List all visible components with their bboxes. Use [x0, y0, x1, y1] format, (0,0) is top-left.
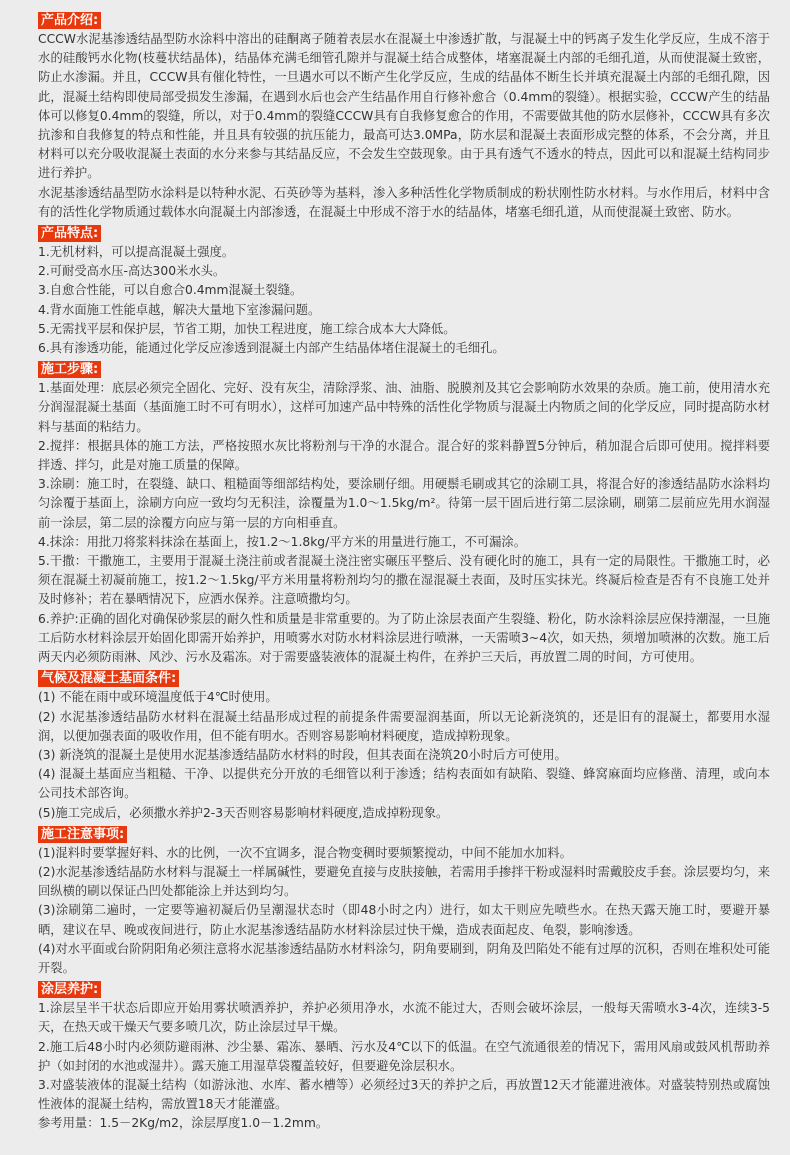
list-item: (4)对水平面或台阶阴阳角必须注意将水泥基渗透结晶防水材料涂匀，阴角要刷到，阴角及凹陷处不能有过厚的沉积，否则在堆积处可能开裂。 — [38, 941, 770, 975]
list-item: 4.抹涂：用批刀将浆料抹涂在基面上，按1.2～1.8kg/平方米的用量进行施工，不可漏涂。 — [38, 534, 527, 549]
section-heading: 产品特点: — [38, 225, 101, 242]
list-item: (3)涂刷第二遍时，一定要等遍初凝后仍呈潮湿状态时（即48小时之内）进行，如太干则应先喷些水。在热天露天施工时，要避开暴晒，建议在早、晚或夜间进行，防止水泥基渗透结晶防水材料涂层过快干燥，造成表面起皮、龟裂，影响渗透。 — [38, 903, 770, 937]
section-coating-curing — [38, 978, 770, 1133]
section-construction-steps — [38, 358, 770, 667]
list-item: 2.施工后48小时内必须防避雨淋、沙尘暴、霜冻、暴晒、污水及4℃以下的低温。在空气流通很差的情况下，需用风扇或鼓风机帮助养护（如封闭的水池或湿井）。露天施工用湿草袋覆盖较好，但要避免涂层积水。 — [38, 1039, 770, 1073]
section-heading: 涂层养护: — [38, 981, 101, 998]
list-item: (1)混料时要掌握好料、水的比例，一次不宜调多，混合物变稠时要频繁搅动，中间不能加水加料。 — [38, 845, 572, 860]
list-item: 3.自愈合性能，可以自愈合0.4mm混凝土裂缝。 — [38, 283, 303, 298]
list-item: 2.搅拌：根据具体的施工方法，严格按照水灰比将粉剂与干净的水混合。混合好的浆料静置5分钟后，稍加混合后即可使用。搅拌料要拌透、拌匀，此是对施工质量的保障。 — [38, 438, 770, 473]
section-climate-conditions — [38, 667, 770, 822]
list-item: 5.无需找平层和保护层，节省工期，加快工程进度，施工综合成本大大降低。 — [38, 321, 456, 336]
section-product-intro — [38, 9, 770, 222]
list-item: 1.涂层呈半干状态后即应开始用雾状喷洒养护，养护必须用净水，水流不能过大，否则会破坏涂层，一般每天需喷水3-4次，连续3-5天，在热天或干燥天气要多喷几次，防止涂层过早干燥。 — [38, 1001, 770, 1035]
list-item: (2)水泥基渗透结晶防水材料与混凝土一样属碱性，要避免直接与皮肤接触，若需用手掺拌干粉或湿料时需戴胶皮手套。涂层要均匀，来回纵横的刷以保证凸凹处都能涂上并达到均匀。 — [38, 864, 770, 899]
list-item: (5)施工完成后，必须撒水养护2-3天否则容易影响材料硬度,造成掉粉现象。 — [38, 805, 449, 820]
section-heading: 气候及混凝土基面条件: — [38, 670, 179, 687]
section-heading: 产品介绍: — [38, 12, 101, 29]
list-item: 3.涂刷：施工时，在裂缝、缺口、粗糙面等细部结构处，要涂刷仔细。用硬鬃毛刷或其它的涂刷工具，将混合好的渗透结晶防水涂料均匀涂覆于基面上，涂刷方向应一致均匀无积洼，涂覆量为1.0～1.5kg/m²。待第一层干固后进行第二层涂刷，刷第二层前应先用水润湿前一涂层，第二层的涂覆方向应与第一层的方向相垂直。 — [38, 477, 770, 530]
section-product-features — [38, 222, 770, 358]
paragraph: CCCW水泥基渗透结晶型防水涂料中溶出的硅酮离子随着表层水在混凝土中渗透扩散，与混凝土中的钙离子发生化学反应，生成不溶于水的硅酸钙水化物(枝蔓状结晶体)，结晶体充满毛细管孔隙并与混凝土结合成整体，堵塞混凝土内部的毛细孔道，从而使混凝土致密，防止水渗漏。并且，CCCW具有催化特性，一旦遇水可以不断产生化学反应，生成的结晶体不断生长并填充混凝土内部的毛细孔隙，因此，混凝土结构即使局部受损发生渗漏，在遇到水后也会产生结晶作用自行修补愈合（0.4mm的裂缝）。根据实验，CCCW产生的结晶体可以修复0.4mm的裂缝，所以，对于0.4mm的裂缝CCCW具有自我修复愈合的作用，不需要做其他的防水层修补，CCCW具有多次抗渗和自我修复的特点和性能，并且具有较强的抗压能力，最高可达3.0MPa，防水层和混凝土表面形成完整的体系，不会分离，并且材料可以充分吸收混凝土表面的水分来参与其结晶反应，不会发生空鼓现象。由于具有透气不透水的特点，因此可以和混凝土结构同步进行养护。 — [38, 32, 770, 181]
section-heading: 施工注意事项: — [38, 826, 127, 843]
list-item: 5.干撒：干撒施工，主要用于混凝土浇注前或者混凝土浇注密实碾压平整后、没有硬化时的施工，具有一定的局限性。干撒施工时，必须在混凝土初凝前施工，按1.2～1.5kg/平方米用量将粉剂均匀的撒在湿混凝土表面，及时压实抹光。终凝后检查是否有不良施工处并及时修补；若在暴晒情况下，应洒水保养。注意喷撒均匀。 — [38, 554, 770, 607]
list-item: (3) 新浇筑的混凝土是使用水泥基渗透结晶防水材料的时段，但其表面在浇筑20小时后方可使用。 — [38, 747, 567, 762]
list-item: 参考用量：1.5－2Kg/m2，涂层厚度1.0－1.2mm。 — [38, 1116, 329, 1131]
list-item: 1.基面处理：底层必须完全固化、完好、没有灰尘，清除浮浆、油、油脂、脱膜剂及其它会影响防水效果的杂质。施工前，使用清水充分润湿混凝土基面（基面施工时不可有明水），这样可加速产品中特殊的活性化学物质与混凝土内物质之间的化学反应，同时提高防水材料与基面的粘结力。 — [38, 381, 770, 434]
list-item: (2) 水泥基渗透结晶防水材料在混凝土结晶形成过程的前提条件需要湿润基面，所以无论新浇筑的，还是旧有的混凝土，都要用水湿润，以便加强表面的吸收作用，但不能有明水。否则容易影响材料硬度，造成掉粉现象。 — [38, 709, 770, 743]
section-heading: 施工步骤: — [38, 361, 101, 378]
list-item: 3.对盛装液体的混凝土结构（如游泳池、水库、蓄水槽等）必须经过3天的养护之后，再放置12天才能灌进液体。对盛装特别热或腐蚀性液体的混凝土结构，需放置18天才能灌盛。 — [38, 1077, 770, 1112]
list-item: 2.可耐受高水压-高达300米水头。 — [38, 264, 226, 279]
list-item: 6.养护:正确的固化对确保砂浆层的耐久性和质量是非常重要的。为了防止涂层表面产生裂缝、粉化，防水涂料涂层应保持潮湿，一旦施工后防水材料涂层开始固化即需开始养护，用喷雾水对防水材料涂层进行喷淋，一天需喷3~4次，如天热，须增加喷淋的次数。施工后两天内必须防雨淋、风沙、污水及霜冻。对于需要盛装液体的混凝土构件，在养护三天后，再放置二周的时间，方可使用。 — [38, 611, 770, 665]
list-item: (1) 不能在雨中或环境温度低于4℃时使用。 — [38, 690, 278, 705]
section-precautions — [38, 823, 770, 978]
list-item: (4) 混凝土基面应当粗糙、干净、以提供充分开放的毛细管以利于渗透；结构表面如有缺陷、裂缝、蜂窝麻面均应修凿、清理，或向本公司技术部咨询。 — [38, 767, 770, 801]
list-item: 4.背水面施工性能卓越，解决大量地下室渗漏问题。 — [38, 302, 321, 317]
list-item: 1.无机材料，可以提高混凝土强度。 — [38, 245, 235, 260]
list-item: 6.具有渗透功能，能通过化学反应渗透到混凝土内部产生结晶体堵住混凝土的毛细孔。 — [38, 341, 505, 356]
paragraph: 水泥基渗透结晶型防水涂料是以特种水泥、石英砂等为基料，渗入多种活性化学物质制成的粉状刚性防水材料。与水作用后，材料中含有的活性化学物质通过载体水向混凝土内部渗透，在混凝土中形成不溶于水的结晶体，堵塞毛细孔道，从而使混凝土致密、防水。 — [38, 185, 770, 219]
